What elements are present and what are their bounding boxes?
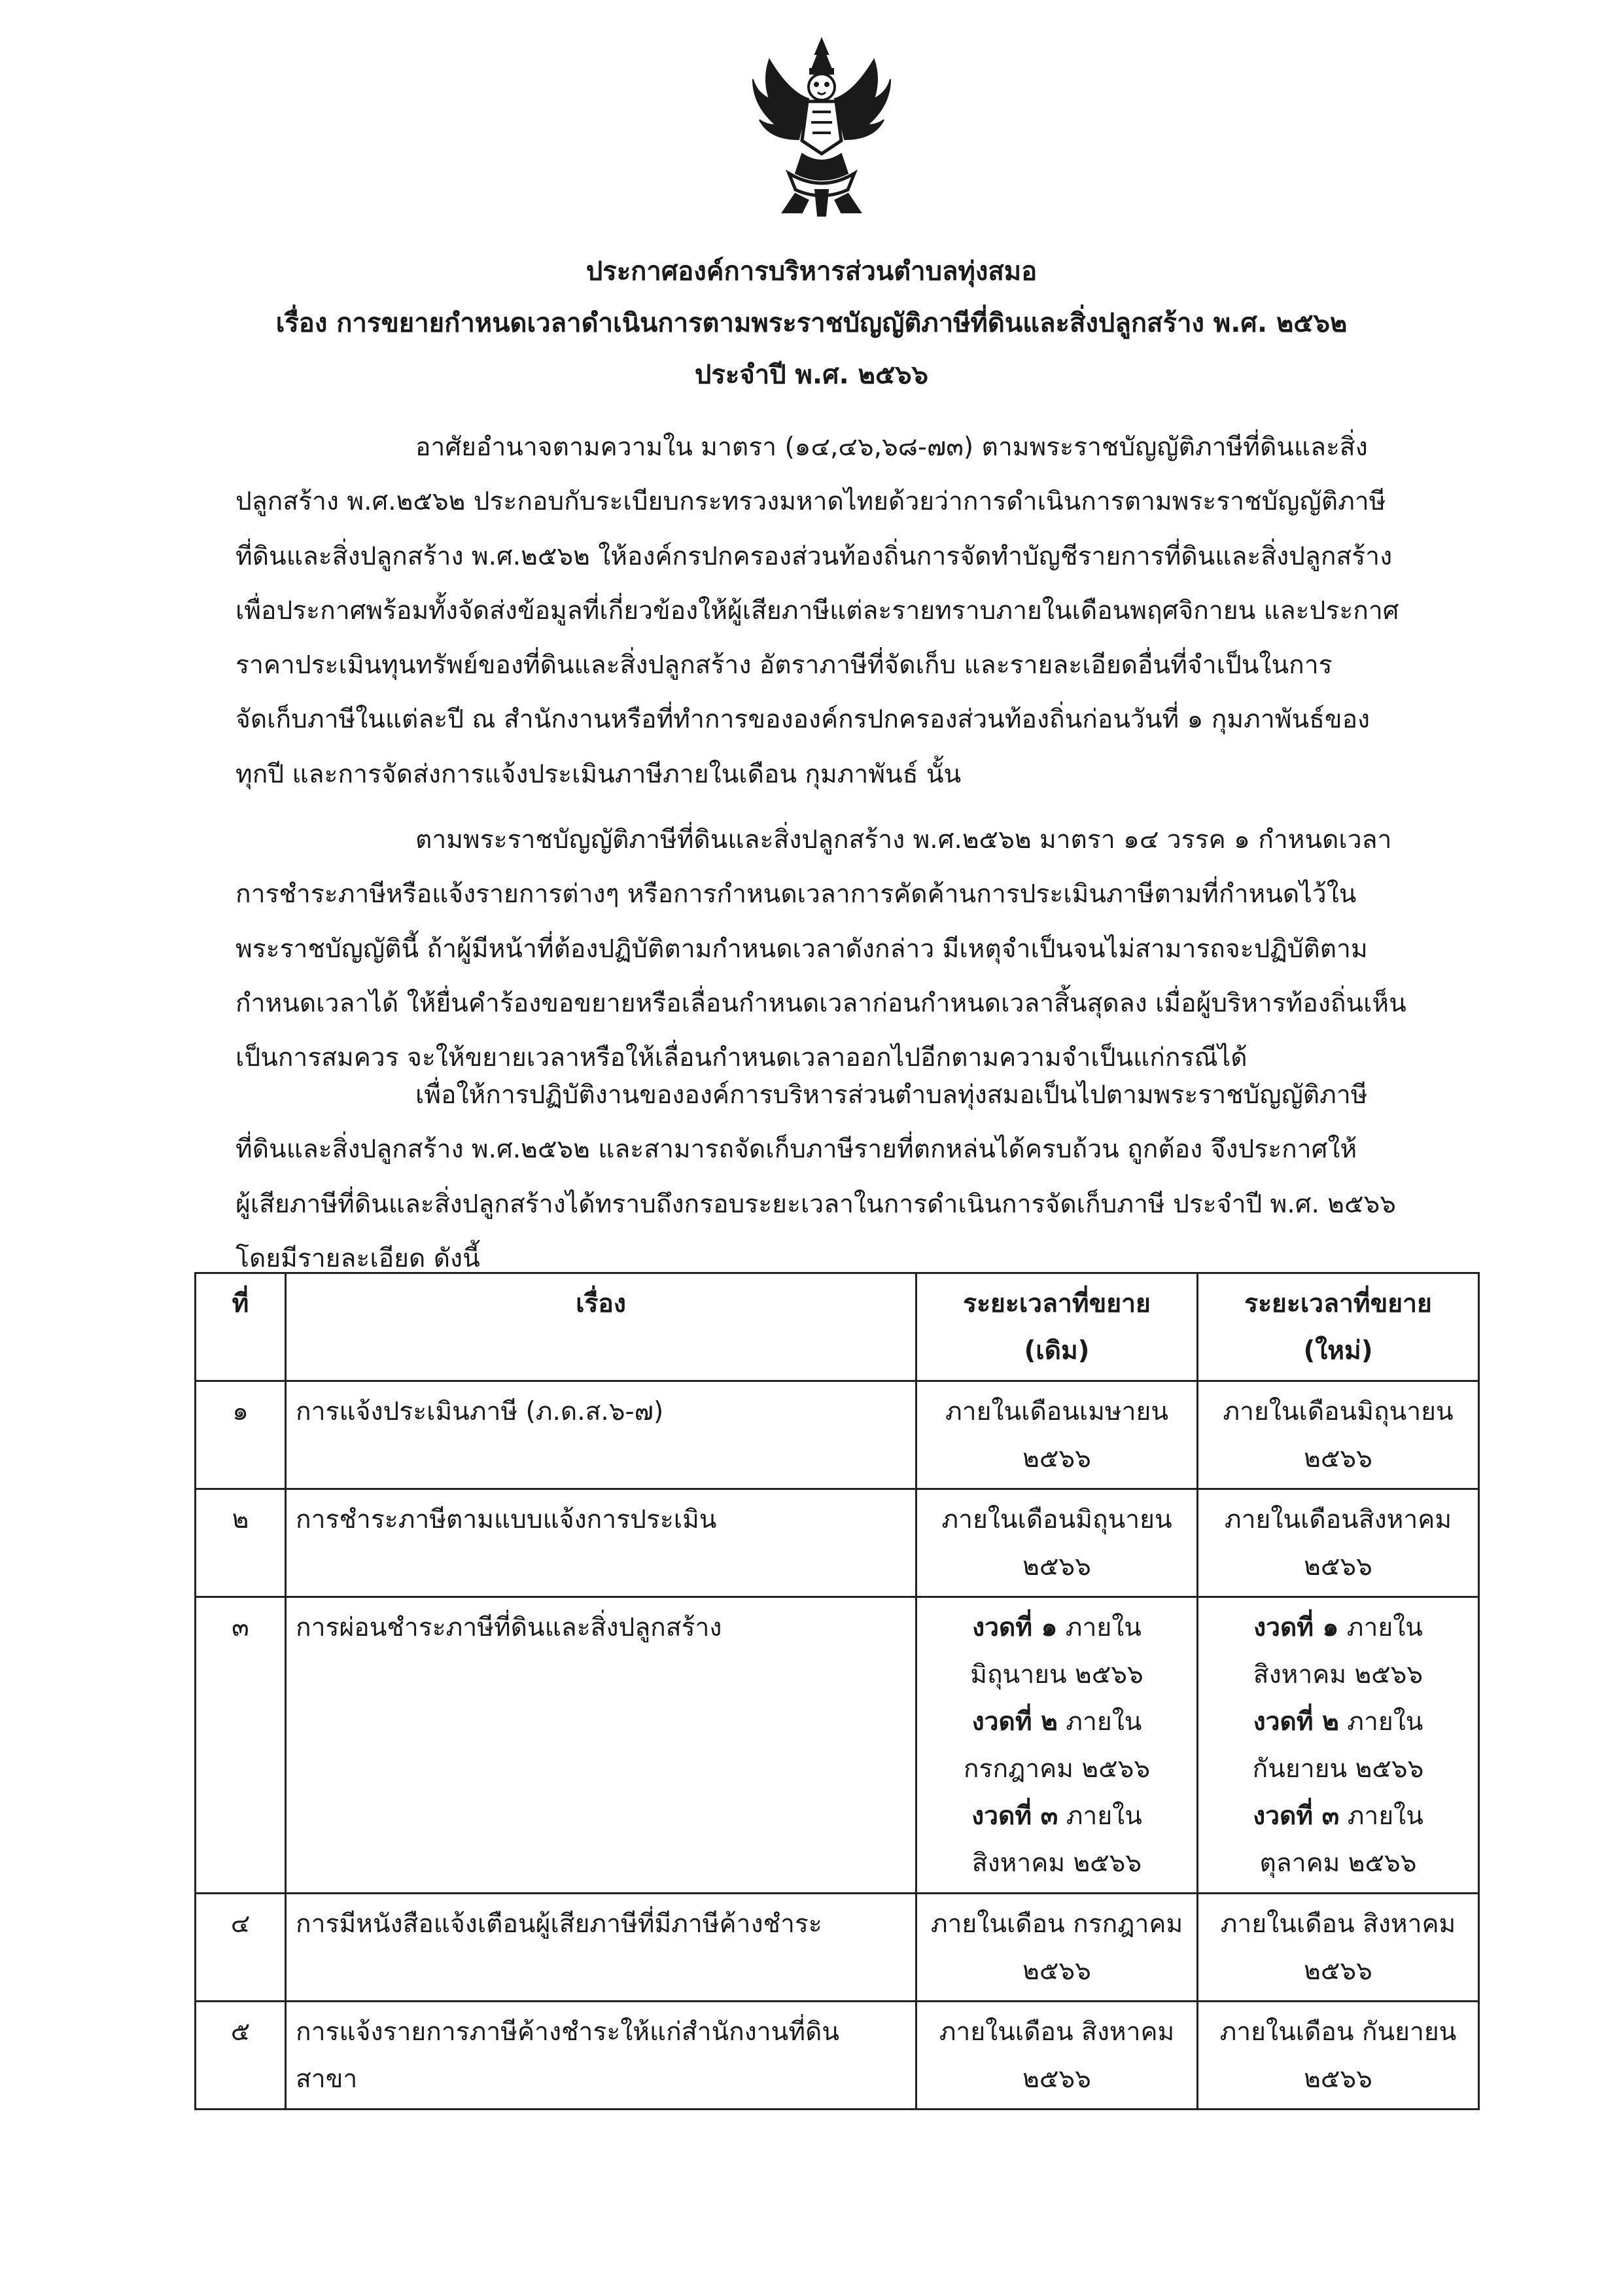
paragraph-line: ทุกปี และการจัดส่งการแจ้งประเมินภาษีภายในเดือน กุมภาพันธ์ นั้น <box>236 759 962 789</box>
row-number: ๔ <box>196 1894 286 2002</box>
installment-date: กันยายน ๒๕๖๖ <box>1252 1754 1424 1784</box>
paragraph-section-14 <box>236 813 1478 1085</box>
installment-line: งวดที่ ๓ ภายใน <box>1253 1801 1423 1831</box>
row-new-period: ภายในเดือนสิงหาคม ๒๕๖๖ <box>1198 1489 1479 1597</box>
row-subject: การชำระภาษีตามแบบแจ้งการประเมิน <box>286 1489 916 1597</box>
paragraph-line: จัดเก็บภาษีในแต่ละปี ณ สำนักงานหรือที่ทำการขององค์กรปกครองส่วนท้องถิ่นก่อนวันที่ ๑ กุมภาพันธ์ของ <box>236 705 1370 735</box>
paragraph-line: ที่ดินและสิ่งปลูกสร้าง พ.ศ.๒๕๖๒ ให้องค์กรปกครองส่วนท้องถิ่นการจัดทำบัญชีรายการที่ดินและสิ่งปลูกสร้าง <box>236 541 1393 571</box>
row-number: ๑ <box>196 1381 286 1489</box>
table-row <box>196 1381 1479 1489</box>
table-row <box>196 2002 1479 2110</box>
row-number: ๓ <box>196 1597 286 1894</box>
header-new-period: ระยะเวลาที่ขยาย (ใหม่) <box>1198 1273 1479 1381</box>
announcement-subject: เรื่อง การขยายกำหนดเวลาดำเนินการตามพระราชบัญญัติภาษีที่ดินและสิ่งปลูกสร้าง พ.ศ. ๒๕๖๒ <box>275 308 1348 338</box>
row-new-installments <box>1198 1597 1479 1894</box>
paragraph-line: เป็นการสมควร จะให้ขยายเวลาหรือให้เลื่อนกำหนดเวลาออกไปอีกตามความจำเป็นแก่กรณีได้ <box>236 1043 1248 1073</box>
table-row <box>196 1597 1479 1894</box>
installment-date: สิงหาคม ๒๕๖๖ <box>971 1848 1142 1878</box>
row-subject: การมีหนังสือแจ้งเตือนผู้เสียภาษีที่มีภาษีค้างชำระ <box>286 1894 916 2002</box>
paragraph-line: อาศัยอำนาจตามความใน มาตรา (๑๔,๔๖,๖๘-๗๓) ตามพระราชบัญญัติภาษีที่ดินและสิ่ง <box>415 433 1368 462</box>
paragraph-line: เพื่อให้การปฏิบัติงานขององค์การบริหารส่วนตำบลทุ่งสมอเป็นไปตามพระราชบัญญัติภาษี <box>415 1080 1368 1110</box>
paragraph-line: ผู้เสียภาษีที่ดินและสิ่งปลูกสร้างได้ทราบถึงกรอบระยะเวลาในการดำเนินการจัดเก็บภาษี ประจำปี พ.ศ. ๒๕๖๖ <box>236 1189 1397 1219</box>
paragraph-line: เพื่อประกาศพร้อมทั้งจัดส่งข้อมูลที่เกี่ยวข้องให้ผู้เสียภาษีแต่ละรายทราบภายในเดือนพฤศจิกายน และประกาศ <box>236 595 1399 626</box>
row-new-period: ภายในเดือนมิถุนายน ๒๕๖๖ <box>1198 1381 1479 1489</box>
row-subject: การแจ้งประเมินภาษี (ภ.ด.ส.๖-๗) <box>286 1381 916 1489</box>
header-old-period: ระยะเวลาที่ขยาย (เดิม) <box>916 1273 1198 1381</box>
row-new-period: ภายในเดือน กันยายน ๒๕๖๖ <box>1198 2002 1479 2110</box>
table-row <box>196 1489 1479 1597</box>
row-subject: การผ่อนชำระภาษีที่ดินและสิ่งปลูกสร้าง <box>286 1597 916 1894</box>
paragraph-authority <box>236 420 1478 802</box>
table-header-row <box>196 1273 1479 1381</box>
row-number: ๒ <box>196 1489 286 1597</box>
installment-date: กรกฎาคม ๒๕๖๖ <box>963 1754 1151 1784</box>
installment-line: งวดที่ ๒ ภายใน <box>971 1707 1142 1737</box>
paragraph-line: กำหนดเวลาได้ ให้ยื่นคำร้องขอขยายหรือเลื่อนกำหนดเวลาก่อนกำหนดเวลาสิ้นสุดลง เมื่อผู้บริหารท้องถิ่นเห็น <box>236 988 1406 1018</box>
installment-line: งวดที่ ๓ ภายใน <box>971 1801 1142 1831</box>
paragraph-line: การชำระภาษีหรือแจ้งรายการต่างๆ หรือการกำหนดเวลาการคัดค้านการประเมินภาษีตามที่กำหนดไว้ใน <box>236 879 1357 910</box>
table-row <box>196 1894 1479 2002</box>
row-old-period: ภายในเดือนมิถุนายน ๒๕๖๖ <box>916 1489 1198 1597</box>
paragraph-line: ตามพระราชบัญญัติภาษีที่ดินและสิ่งปลูกสร้าง พ.ศ.๒๕๖๒ มาตรา ๑๔ วรรค ๑ กำหนดเวลา <box>415 825 1392 855</box>
installment-date: ตุลาคม ๒๕๖๖ <box>1259 1848 1417 1878</box>
installment-line: งวดที่ ๑ ภายใน <box>972 1613 1142 1642</box>
installment-date: มิถุนายน ๒๕๖๖ <box>970 1660 1143 1689</box>
garuda-emblem <box>750 36 894 226</box>
paragraph-line: ราคาประเมินทุนทรัพย์ของที่ดินและสิ่งปลูกสร้าง อัตราภาษีที่จัดเก็บ และรายละเอียดอื่นที่จำเป็นในการ <box>236 650 1333 680</box>
row-old-period: ภายในเดือน สิงหาคม ๒๕๖๖ <box>916 2002 1198 2110</box>
paragraph-line: พระราชบัญญัตินี้ ถ้าผู้มีหน้าที่ต้องปฏิบัติตามกำหนดเวลาดังกล่าว มีเหตุจำเป็นจนไม่สามารถจะปฏิบัติตาม <box>236 934 1368 964</box>
row-subject: การแจ้งรายการภาษีค้างชำระให้แก่สำนักงานที่ดิน สาขา <box>286 2002 916 2110</box>
announcement-org: ประกาศองค์การบริหารส่วนตำบลทุ่งสมอ <box>585 256 1038 287</box>
row-old-period: ภายในเดือน กรกฎาคม ๒๕๖๖ <box>916 1894 1198 2002</box>
row-old-period: ภายในเดือนเมษายน ๒๕๖๖ <box>916 1381 1198 1489</box>
announcement-year: ประจำปี พ.ศ. ๒๕๖๖ <box>694 360 929 390</box>
row-number: ๕ <box>196 2002 286 2110</box>
installment-date: สิงหาคม ๒๕๖๖ <box>1253 1660 1423 1689</box>
schedule-table <box>194 1272 1480 2110</box>
paragraph-line: ที่ดินและสิ่งปลูกสร้าง พ.ศ.๒๕๖๒ และสามารถจัดเก็บภาษีรายที่ตกหล่นได้ครบถ้วน ถูกต้อง จึงประกาศให้ <box>236 1135 1357 1165</box>
header-no: ที่ <box>196 1273 286 1381</box>
installment-line: งวดที่ ๒ ภายใน <box>1253 1707 1423 1737</box>
installment-line: งวดที่ ๑ ภายใน <box>1253 1613 1423 1642</box>
row-new-period: ภายในเดือน สิงหาคม ๒๕๖๖ <box>1198 1894 1479 2002</box>
paragraph-line: ปลูกสร้าง พ.ศ.๒๕๖๒ ประกอบกับระเบียบกระทรวงมหาดไทยด้วยว่าการดำเนินการตามพระราชบัญญัติภาษี <box>236 487 1386 517</box>
header-subject: เรื่อง <box>286 1273 916 1381</box>
row-old-installments <box>916 1597 1198 1894</box>
paragraph-line: โดยมีรายละเอียด ดังนี้ <box>236 1243 480 1273</box>
paragraph-purpose <box>236 1068 1478 1286</box>
